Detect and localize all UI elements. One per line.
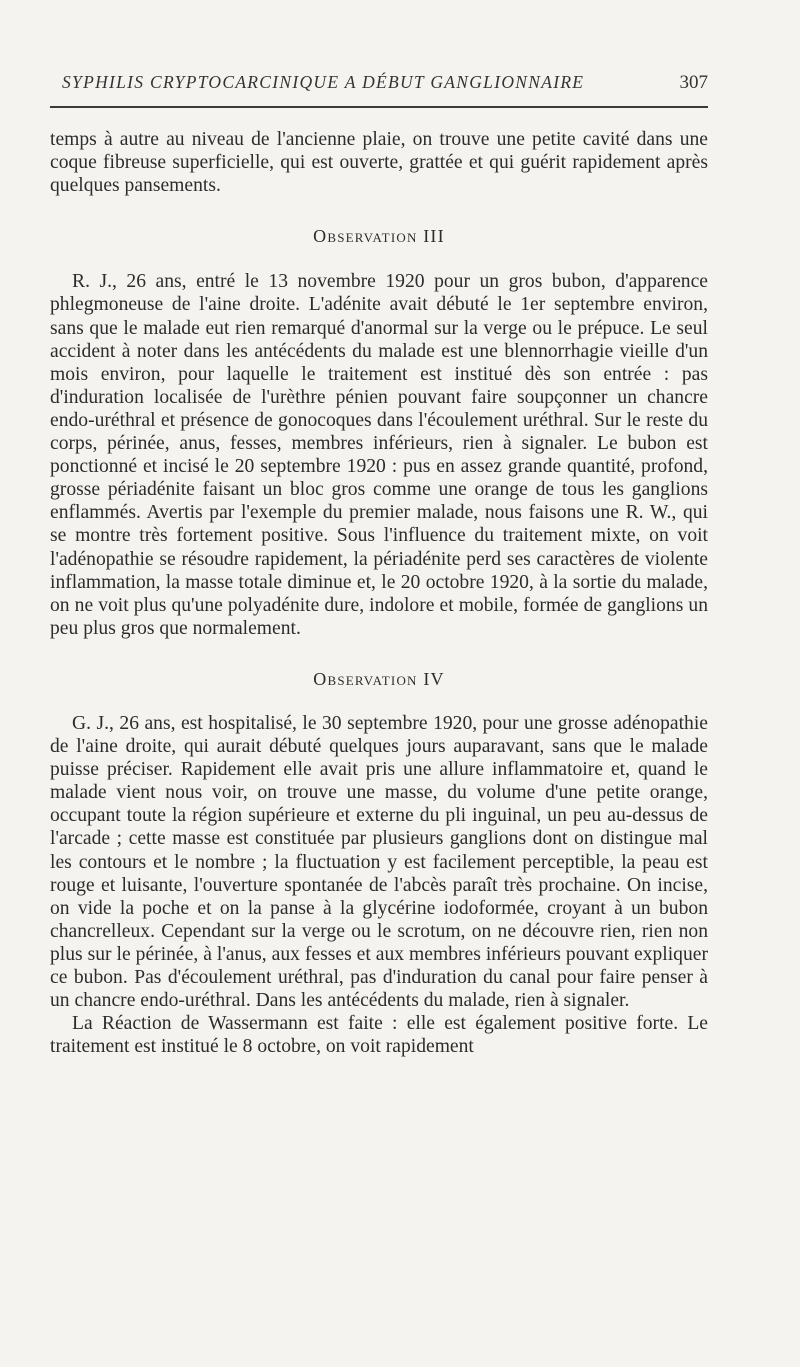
observation-4-heading: Observation IV [313, 668, 445, 689]
running-title: SYPHILIS CRYPTOCARCINIQUE A DÉBUT GANGLIONNAIRE [62, 72, 585, 92]
book-page [50, 60, 708, 1058]
header-rule [50, 106, 708, 108]
observation-3-heading: Observation III [313, 226, 445, 247]
page-number: 307 [679, 72, 708, 93]
observation-4-paragraph-2: La Réaction de Wassermann est faite : elle est également positive forte. Le traitement est institué le 8 octobre, on voit rapidement [50, 1013, 708, 1058]
observation-4-paragraph: G. J., 26 ans, est hospitalisé, le 30 septembre 1920, pour une grosse adénopathie de l'aine droite, qui aurait débuté quelques jours auparavant, sans que le malade puisse préciser. Rapidement elle avait pris une allure inflammatoire et, quand le malade vient nous voir, on trouve une masse, du volume d'une petite orange, occupant toute la région supérieure et externe du pli inguinal, un peu au-dessus de l'arcade ; cette masse est constituée par plusieurs ganglions dont on distingue mal les contours et le nombre ; la fluctuation y est facilement perceptible, la peau est rouge et luisante, l'ouverture spontanée de l'abcès paraît très prochaine. On incise, on vide la poche et on la panse à la glycérine iodoformée, croyant à un bubon chancrelleux. Cependant sur la verge ou le scrotum, on ne découvre rien, rien non plus sur le périnée, à l'anus, aux fesses et aux membres inférieurs pouvant expliquer ce bubon. Pas d'écoulement uréthral, pas d'induration du canal pour faire penser à un chancre endo-uréthral. Dans les antécédents du malade, rien à signaler. [50, 712, 708, 1012]
continuation-paragraph: temps à autre au niveau de l'ancienne plaie, on trouve une petite cavité dans une coque fibreuse superficielle, qui est ouverte, grattée et qui guérit rapidement après quelques pansements. [50, 129, 708, 197]
body-text [50, 128, 708, 1058]
observation-3-paragraph: R. J., 26 ans, entré le 13 novembre 1920 pour un gros bubon, d'apparence phlegmoneuse de l'aine droite. L'adénite avait débuté le 1er septembre environ, sans que le malade eut rien remarqué d'anormal sur la verge ou le prépuce. Le seul accident à noter dans les antécédents du malade est une blennorrhagie vieille d'un mois environ, pour laquelle le traitement est institué dès son entrée : pas d'induration localisée de l'urèthre pénien pouvant faire soupçonner un chancre endo-uréthral et présence de gonocoques dans l'écoulement uréthral. Sur le reste du corps, périnée, anus, fesses, membres inférieurs, rien à signaler. Le bubon est ponctionné et incisé le 20 septembre 1920 : pus en assez grande quantité, profond, grosse périadénite faisant un bloc gros comme une orange de tous les ganglions enflammés. Avertis par l'exemple du premier malade, nous faisons une R. W., qui se montre très fortement positive. Sous l'influence du traitement mixte, on voit l'adénopathie se résoudre rapidement, la périadénite perd ses caractères de violente inflammation, la masse totale diminue et, le 20 octobre 1920, à la sortie du malade, on ne voit plus qu'une polyadénite dure, indolore et mobile, formée de ganglions un peu plus gros que normalement. [50, 271, 708, 639]
running-head [50, 60, 708, 100]
